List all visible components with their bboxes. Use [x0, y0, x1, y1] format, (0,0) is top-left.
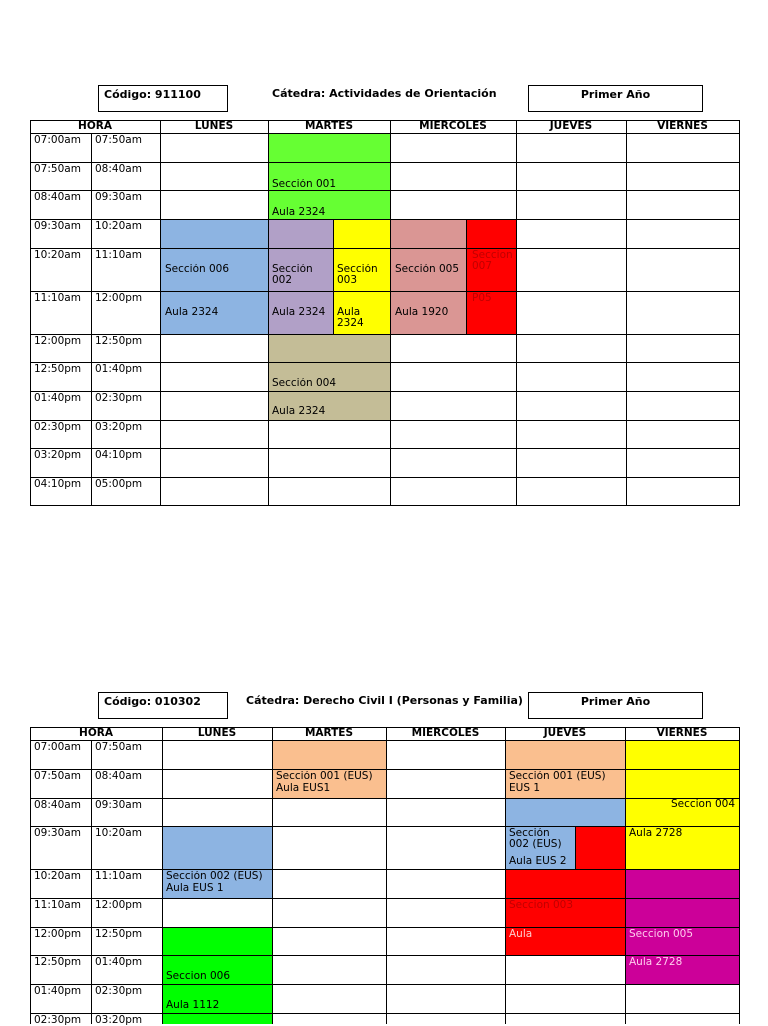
time-end: 01:40pm: [95, 957, 143, 968]
time-start: 11:10am: [34, 293, 81, 304]
block-text: Sección 002: [272, 264, 313, 286]
header-viernes: VIERNES: [657, 120, 708, 132]
block-text: Sección 002 (EUS): [166, 871, 263, 882]
block-text: Seccion 005: [629, 929, 694, 940]
block-text: Aula EUS 1: [166, 883, 224, 894]
time-start: 01:40pm: [34, 986, 82, 997]
header-miercoles: MIERCOLES: [411, 727, 480, 739]
block-text: Aula 1920: [395, 307, 449, 318]
block-text: Aula: [509, 929, 533, 940]
time-start: 08:40am: [34, 192, 81, 203]
time-end: 08:40am: [95, 164, 142, 175]
header-martes: MARTES: [304, 120, 354, 132]
time-end: 12:00pm: [95, 293, 143, 304]
codigo-box: Código: 911100: [98, 85, 228, 112]
time-start: 09:30am: [34, 828, 81, 839]
block-text: Aula 1112: [166, 1000, 220, 1011]
catedra-title: Cátedra: Actividades de Orientación: [272, 87, 497, 100]
time-start: 03:20pm: [34, 450, 82, 461]
header-jueves: JUEVES: [543, 727, 587, 739]
time-end: 02:30pm: [95, 986, 143, 997]
block-text: Sección 004: [272, 378, 337, 389]
time-end: 11:10am: [95, 871, 142, 882]
header-lunes: LUNES: [197, 727, 237, 739]
block-text: Aula 2728: [629, 828, 683, 839]
time-start: 10:20am: [34, 871, 81, 882]
block-text: Sección 002 (EUS): [509, 828, 562, 850]
time-end: 10:20am: [95, 828, 142, 839]
time-end: 09:30am: [95, 192, 142, 203]
block-text: Seccion 006: [166, 971, 231, 982]
anio-box: Primer Año: [528, 85, 703, 112]
block-text: Sección 001: [272, 179, 337, 190]
time-start: 12:50pm: [34, 364, 82, 375]
time-end: 12:50pm: [95, 929, 143, 940]
block-text: Aula 2728: [629, 957, 683, 968]
block-text: Aula 2324: [272, 307, 326, 318]
header-miercoles: MIERCOLES: [419, 120, 487, 132]
block-text: Aula EUS1: [276, 783, 331, 794]
time-start: 10:20am: [34, 250, 81, 261]
time-end: 10:20am: [95, 221, 142, 232]
time-start: 07:00am: [34, 742, 81, 753]
time-start: 12:00pm: [34, 929, 82, 940]
time-start: 12:00pm: [34, 336, 82, 347]
block-text: Seccion 003: [509, 900, 574, 911]
block-text: Sección 001 (EUS): [276, 771, 373, 782]
time-end: 07:50am: [95, 135, 142, 146]
block-text: Sección 005: [395, 264, 460, 275]
time-end: 08:40am: [95, 771, 142, 782]
block-text: Aula 2324: [272, 406, 326, 417]
time-end: 04:10pm: [95, 450, 143, 461]
anio-box: Primer Año: [528, 692, 703, 719]
time-start: 11:10am: [34, 900, 81, 911]
codigo-box: Código: 010302: [98, 692, 228, 719]
header-hora: HORA: [79, 727, 113, 739]
block-text: Seccion 004: [670, 799, 735, 810]
block-text: Sección 003: [337, 264, 378, 286]
time-start: 04:10pm: [34, 479, 82, 490]
time-start: 08:40am: [34, 800, 81, 811]
block-text: P05: [472, 293, 492, 304]
time-start: 12:50pm: [34, 957, 82, 968]
time-end: 03:20pm: [95, 1015, 143, 1026]
time-end: 03:20pm: [95, 422, 143, 433]
time-start: 01:40pm: [34, 393, 82, 404]
time-end: 05:00pm: [95, 479, 143, 490]
time-end: 12:50pm: [95, 336, 143, 347]
time-start: 07:50am: [34, 771, 81, 782]
block-text: Sección 001 (EUS): [509, 771, 606, 782]
time-end: 11:10am: [95, 250, 142, 261]
time-end: 09:30am: [95, 800, 142, 811]
block-text: Aula EUS 2: [509, 856, 567, 867]
time-start: 07:50am: [34, 164, 81, 175]
header-martes: MARTES: [304, 727, 354, 739]
catedra-title: Cátedra: Derecho Civil I (Personas y Familia): [246, 694, 523, 707]
block-text: EUS 1: [509, 783, 541, 794]
block-text: Aula 2324: [165, 307, 219, 318]
block-text: Aula 2324: [337, 307, 364, 329]
time-start: 02:30pm: [34, 422, 82, 433]
header-viernes: VIERNES: [656, 727, 708, 739]
time-end: 01:40pm: [95, 364, 143, 375]
header-jueves: JUEVES: [549, 120, 593, 132]
time-end: 12:00pm: [95, 900, 143, 911]
header-hora: HORA: [78, 120, 112, 132]
time-start: 07:00am: [34, 135, 81, 146]
block-text: Seccion 007: [472, 250, 513, 272]
time-end: 07:50am: [95, 742, 142, 753]
time-end: 02:30pm: [95, 393, 143, 404]
block-text: Sección 006: [165, 264, 230, 275]
time-start: 09:30am: [34, 221, 81, 232]
time-start: 02:30pm: [34, 1015, 82, 1026]
block-text: Aula 2324: [272, 207, 326, 218]
header-lunes: LUNES: [194, 120, 234, 132]
